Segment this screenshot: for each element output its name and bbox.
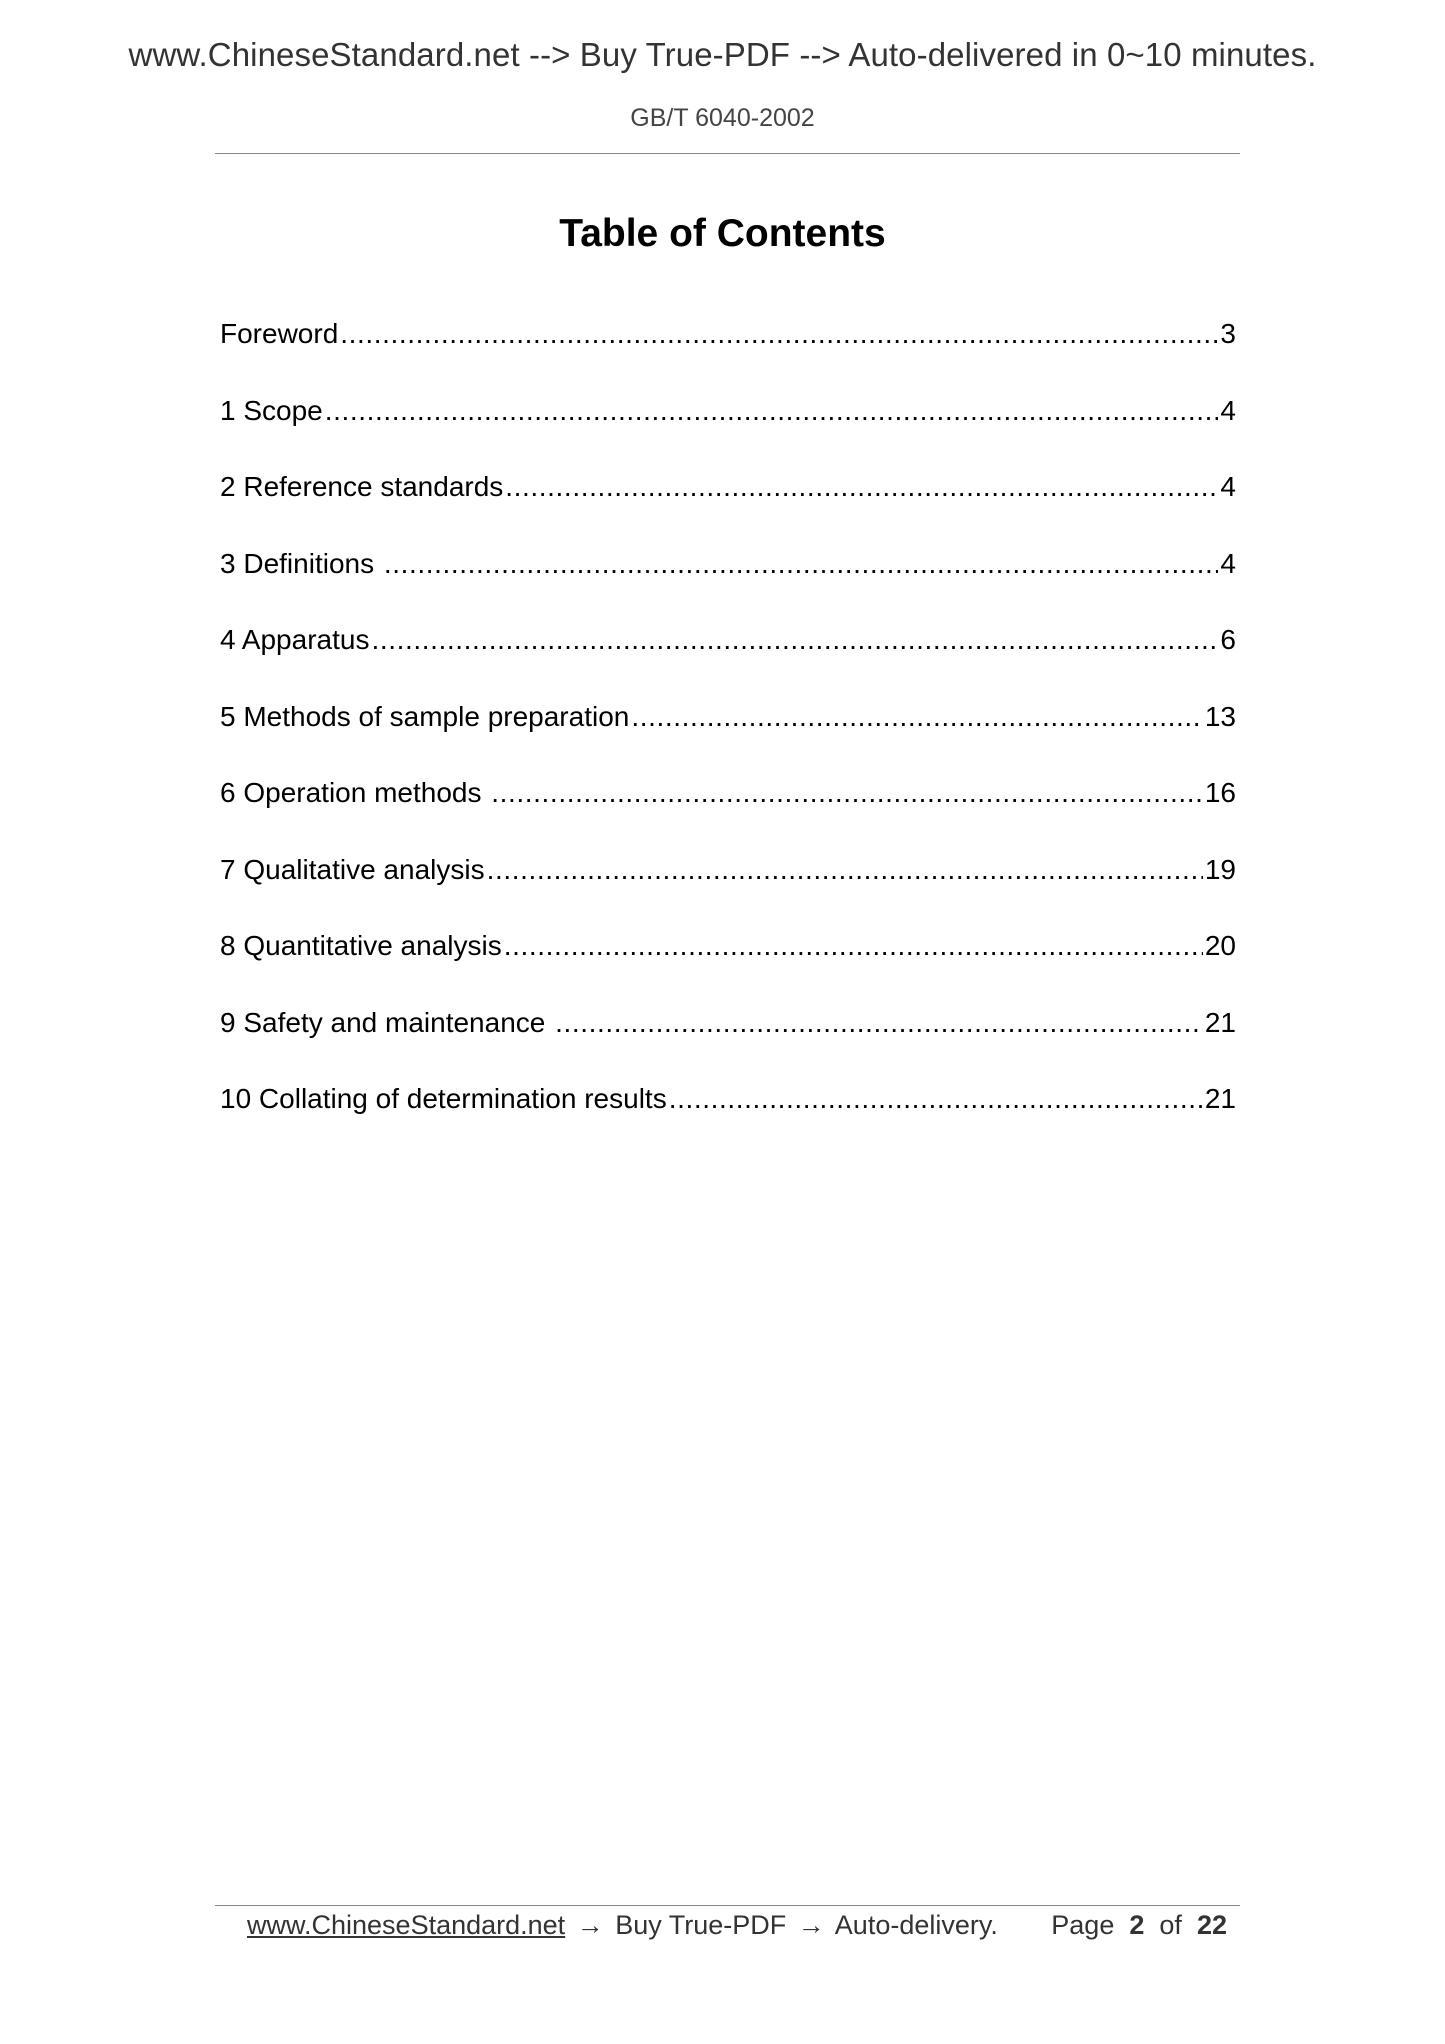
toc-entry-page: 13 bbox=[1204, 700, 1236, 732]
toc-entry-page: 4 bbox=[1220, 394, 1236, 426]
page-indicator bbox=[1051, 1908, 1227, 1942]
toc-leader-dots bbox=[631, 697, 1202, 737]
page-title: Table of Contents bbox=[559, 212, 886, 255]
footer-divider bbox=[215, 1905, 1240, 1906]
toc-entry-apparatus[interactable] bbox=[220, 620, 1236, 697]
toc-entry-label: 5 Methods of sample preparation bbox=[220, 700, 630, 732]
page-word: Page bbox=[1051, 1910, 1115, 1940]
toc-entry-page: 21 bbox=[1204, 1006, 1236, 1038]
toc-list bbox=[220, 314, 1236, 1156]
toc-entry-collating-results[interactable] bbox=[220, 1079, 1236, 1156]
toc-leader-dots bbox=[669, 1079, 1203, 1119]
arrow-right-icon: → bbox=[576, 1910, 604, 1940]
toc-entry-safety-maintenance[interactable] bbox=[220, 1003, 1236, 1080]
toc-entry-reference-standards[interactable] bbox=[220, 467, 1236, 544]
toc-leader-dots bbox=[340, 314, 1218, 354]
toc-entry-label: 8 Quantitative analysis bbox=[220, 930, 502, 961]
toc-entry-sample-preparation[interactable] bbox=[220, 697, 1236, 774]
toc-entry-label: 6 Operation methods bbox=[220, 777, 490, 808]
toc-entry-foreword[interactable] bbox=[220, 314, 1236, 391]
toc-entry-page: 21 bbox=[1204, 1083, 1236, 1114]
document-code: GB/T 6040-2002 bbox=[630, 104, 815, 132]
page-current: 2 bbox=[1129, 1910, 1145, 1940]
of-word: of bbox=[1159, 1910, 1182, 1940]
toc-entry-scope[interactable] bbox=[220, 391, 1236, 468]
toc-entry-operation-methods[interactable] bbox=[220, 773, 1236, 850]
toc-entry-label: 4 Apparatus bbox=[220, 624, 370, 655]
toc-entry-page: 4 bbox=[1220, 547, 1236, 579]
toc-entry-label: 1 Scope bbox=[220, 394, 323, 426]
toc-leader-dots bbox=[325, 391, 1219, 431]
header-divider bbox=[215, 153, 1240, 154]
toc-leader-dots bbox=[384, 544, 1219, 584]
toc-entry-label: 9 Safety and maintenance bbox=[220, 1006, 554, 1038]
toc-leader-dots bbox=[505, 467, 1218, 507]
footer-buy-text: Buy True-PDF bbox=[615, 1910, 787, 1940]
toc-entry-label: Foreword bbox=[220, 318, 339, 349]
toc-entry-page: 3 bbox=[1220, 318, 1236, 349]
toc-leader-dots bbox=[371, 620, 1218, 660]
toc-entry-page: 19 bbox=[1204, 853, 1236, 885]
footer-site-link[interactable]: www.ChineseStandard.net bbox=[247, 1910, 566, 1940]
toc-entry-definitions[interactable] bbox=[220, 544, 1236, 621]
toc-entry-page: 4 bbox=[1220, 471, 1236, 502]
footer-delivery-text: Auto-delivery. bbox=[834, 1910, 998, 1940]
toc-entry-label: 7 Qualitative analysis bbox=[220, 853, 485, 885]
toc-entry-label: 3 Definitions bbox=[220, 547, 382, 579]
toc-entry-page: 20 bbox=[1204, 930, 1236, 961]
toc-leader-dots bbox=[555, 1003, 1203, 1043]
page-footer bbox=[247, 1908, 1227, 1942]
toc-entry-quantitative-analysis[interactable] bbox=[220, 926, 1236, 1003]
toc-leader-dots bbox=[504, 926, 1203, 966]
toc-entry-page: 16 bbox=[1204, 777, 1236, 808]
toc-entry-qualitative-analysis[interactable] bbox=[220, 850, 1236, 927]
toc-entry-label: 2 Reference standards bbox=[220, 471, 504, 502]
toc-leader-dots bbox=[491, 773, 1203, 813]
top-banner: www.ChineseStandard.net --> Buy True-PDF --> Auto-delivered in 0~10 minutes. bbox=[128, 36, 1317, 73]
toc-entry-label: 10 Collating of determination results bbox=[220, 1083, 667, 1114]
arrow-right-icon: → bbox=[797, 1910, 825, 1940]
toc-leader-dots bbox=[487, 850, 1203, 890]
page-total: 22 bbox=[1196, 1910, 1227, 1940]
toc-entry-page: 6 bbox=[1220, 624, 1236, 655]
